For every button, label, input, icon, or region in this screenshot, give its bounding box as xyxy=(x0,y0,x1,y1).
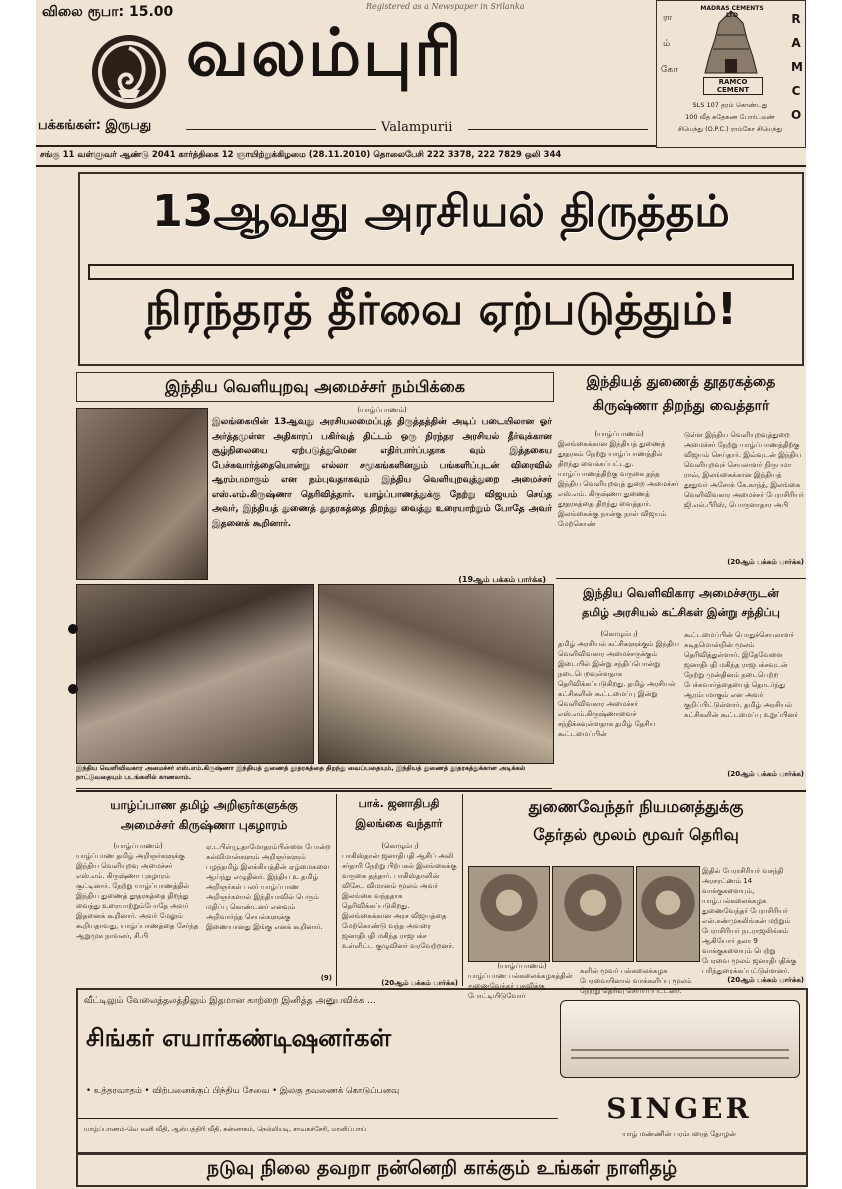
vc-right-text: இதில் பேராசிரியர் வசந்தி அரசரட்ணம் 14 வாக்குகளையும், யாழ்.பல்கலைக்கழக துணைவேந்தர் பேராசிரியர் என்.சண்முகலிங்கன் மற்றும் பேராசிரியர் நடராஜலிங்கம் ஆகியோர் தலா 9 வாக்குகளையும் பெற்று பேரவை மூலம் ஜனாதிபதிக்கு பரிந்துரைக்கப்பட்டுள்ளனர். xyxy=(702,867,797,975)
sponsor-line-1: SLS 107 தரம் கொண்டது xyxy=(692,101,768,109)
consulate-heading-2: கிருஷ்ணா திறந்து வைத்தார் xyxy=(592,398,770,414)
foundation-stone-photo xyxy=(318,584,554,764)
vc-column-3 xyxy=(702,866,804,985)
headline-line-2: நிரந்தரத் தீர்வை ஏற்படுத்தும்! xyxy=(145,284,737,335)
headline-box xyxy=(78,172,804,366)
sponsor-left-top: ரா xyxy=(663,13,673,23)
conch-logo-icon xyxy=(88,32,170,112)
pak-continued: (20ஆம் பக்கம் பார்க்க) xyxy=(381,979,458,987)
photo-caption: இந்திய வெளிவிவகார அமைச்சர் எஸ்.எம்.கிருஷ்ணா இந்தியத் துணைத் தூதரகத்தை திறந்து வைப்பதையும், இந்தியத் துணைத் தூதரகத்துக்கான அடிக்கல் நாட்டுவதையும் படங்களில் காணலாம். xyxy=(76,764,526,781)
ac-vent-line xyxy=(571,1049,789,1051)
candidate-portrait-2 xyxy=(552,866,634,962)
photo-caption-rule xyxy=(76,788,552,789)
registration-note: Registered as a Newspaper in Srilanka xyxy=(366,2,525,11)
newspaper-page xyxy=(36,0,806,1189)
ac-vent-line-2 xyxy=(571,1057,789,1059)
consulate-heading-1: இந்தியத் துணைத் தூதரகத்தை xyxy=(586,374,776,390)
talks-text-2: கூட்டமைப்பின் பொதுச்செயலாளர் கடிதமொன்றின் மூலம் தெரிவித்துள்ளார். இதேவேளை ஜனாதிபதி மகிந்த ராஜபக்சவுடன் நேற்று முன்தினம் நடைபெற்ற பேச்சுவார்த்தையைத் தொடர்ந்து ஆரம்பமாகும் என அவர் குறிப்பிட்டுள்ளார். தமிழ் அரசியல் கட்சிகளின் கூட்டமைப்பு உறுப்பினர் xyxy=(684,631,799,719)
consulate-rule xyxy=(556,578,806,579)
advert-title: சிங்கர் எயார்கண்டிஷனர்கள் xyxy=(86,1024,392,1052)
vc-heading-1: துணைவேந்தர் நியமனத்துக்கு xyxy=(528,797,744,816)
sponsor-line-3: சிமெந்து (O.P.C.) ராம்கோ சிமெந்து xyxy=(677,125,783,133)
punch-hole-bottom xyxy=(68,684,78,694)
vc-heading-2: தேர்தல் மூலம் மூவர் தெரிவு xyxy=(533,825,739,844)
sponsor-brand: RAMCO CEMENT xyxy=(703,77,763,95)
talks-heading-1: இந்திய வெளிவிகார அமைச்சருடன் xyxy=(583,586,779,600)
ribbon-cutting-photo xyxy=(76,584,314,764)
section-divider-rule xyxy=(76,790,806,792)
talks-continued: (20ஆம் பக்கம் பார்க்க) xyxy=(727,770,804,778)
advert-addresses: யாழ்ப்பாணம்-வெ லனி வீதி, ஆஸ்பத்திரி வீதி, கன்னாகம், நெல்லியடி, சாவகச்சேரி, மானிப்பாய் xyxy=(84,1125,367,1133)
page-count-label: பக்கங்கள்: இருபது xyxy=(38,118,152,133)
advert-features: • உத்தரவாதம் • விற்பனைக்குப் பிந்திய சேவை • இலகு தவணைக் கொடுப்பனவு xyxy=(86,1086,400,1096)
scholars-heading-2: அமைச்சர் கிருஷ்ணா புகழாரம் xyxy=(120,818,288,832)
vc-mid-text: களில் மூவர் பல்கலைக்கழக பேரவையினால் வாக்களிப்பு மூலம் நேற்று தெரிவு செய்யப்பட்டனர். xyxy=(580,967,692,995)
scholars-place: (யாழ்ப்பாணம்) xyxy=(113,842,163,850)
singer-advert xyxy=(76,988,808,1154)
consulate-text-1: இலங்கைக்கான இந்தியத் துணைத் தூதரகம் நேற்று யாழ்ப்பாணத்தில் திறந்து வைக்கப்பட்டது. யாழ்ப்பாணத்திற்கு வருகை தந்த இந்திய வெளியுறவுத் துறை அமைச்சர் எஸ்.எம். கிருஷ்ணா துணைத் தூதரகத்தை திறந்து வைத்தார். இலங்கைக்கு நான்கு நாள் விஜயம் மேற்கொண் xyxy=(558,440,679,528)
talks-column-2 xyxy=(684,630,804,779)
sponsor-left-mid: ம் xyxy=(663,39,671,49)
scholars-heading-1: யாழ்ப்பாண தமிழ் அறிஞர்களுக்கு xyxy=(110,798,298,812)
footer-slogan: நடுவு நிலை தவறா நன்னெறி காக்கும் உங்கள் நாளிதழ் xyxy=(206,1157,678,1179)
minister-photo xyxy=(76,408,208,580)
dateline-top-rule xyxy=(36,145,656,147)
masthead-rule-left xyxy=(186,129,376,130)
consulate-place: (யாழ்ப்பாணம்) xyxy=(594,430,644,438)
column-rule-2 xyxy=(462,794,463,986)
air-conditioner-image xyxy=(560,1000,800,1078)
pak-text: பாகிஸ்தான் ஜனாதிபதி ஆசிப் அலி சர்தாரி நேற்று பிற்பகல் இலங்கைக்கு வருகை தந்தார். பாகிஸ்தானின் விசேட விமானம் மூலம் அவர் இலங்கை வந்ததாக தெரிவிக்கப்படுகிறது. இலங்கைக்கான அரச விஜயத்தை மேற்கொண்டு வந்த அவரை ஜனாதிபதி மகிந்த ராஜபக்ச உள்ளிட்ட குழுவினர் வரவேற்றனர். xyxy=(342,852,457,950)
column-rule-1 xyxy=(336,794,337,986)
pak-column xyxy=(342,842,458,988)
scholars-column-1 xyxy=(76,842,200,981)
scholars-text-2: ஏ.டபிள்யூ.தாமோதரம்பிள்ளை போன்ற கல்விமான்களும் அறிஞர்களும் பழந்தமிழ் இலக்கியத்தின் ஏழ்மைகளை ஆய்ந்து எழுதினர். இந்திய உ தமிழ் அறிஞர்கள் பலர் யாழ்ப்பாண அறிஞர்களால் இந்தியாவில் பெரும் மதிப்பு கொண்டனர் எனவும் அறிவார்ந்த செயல்களுக்கு இணையானது இங்கு எனக் கூறினார். xyxy=(206,843,331,931)
punch-hole-top xyxy=(68,624,78,634)
advert-brand-tag: யாழ் மண்ணின் பரம்பரைத் தோழன் xyxy=(622,1130,736,1138)
sponsor-company: MADRAS CEMENTS LTD xyxy=(700,5,764,19)
consulate-continued: (20ஆம் பக்கம் பார்க்க) xyxy=(727,558,804,566)
advert-brand: SINGER xyxy=(606,1092,752,1125)
vc-column-1 xyxy=(468,962,576,1000)
consulate-column-2 xyxy=(684,430,804,567)
talks-place: (கொழும்பு) xyxy=(600,630,638,638)
lead-story-text: இலங்கையின் 13ஆவது அரசியலமைப்புத் திருத்தத்தின் அடிப் படையிலான ஓர் அர்த்தமுள்ள அதிகாரப் பகிர்வுத் திட்டம் ஒரு நிரந்தர அரசியல் தீர்வுக்கான சூழ்நிலையை ஏற்படுத்துமென எதிர்பார்ப்பதாக வும் இத்தகைய பேச்சுவார்த்தையொன்று எல்லா சமூகங்களினதும் பங்களிப்புடன் விரைவில் ஆரம்பமாகும் என நம்புவதாகவும் இந்திய வெளியுறவுத்துறை அமைச்சர் எஸ்.எம்.கிருஷ்ணா தெரிவித்தார். யாழ்ப்பாணத்துக்கு நேற்று விஜயம் செய்த அவர், இந்தியத் துணைத் தூதரகத்தை திறந்து வைத்து உரையாற்றும் போதே அவர் இதனைக் கூறினார். xyxy=(212,417,552,529)
masthead-english-name: Valampurii xyxy=(381,120,453,135)
ramco-sponsor-box xyxy=(656,0,806,148)
price-label: விலை ரூபா: 15.00 xyxy=(42,4,174,20)
lead-story-continued: (19ஆம் பக்கம் பார்க்க) xyxy=(458,575,546,584)
vc-photo-text: யாழ்ப்பாண பல்கலைக்கழகத்தின் துணைவேந்தர் பதவிக்கு போட்டியிடுவோர் xyxy=(468,972,573,1000)
ramco-vertical-letters: RAMCO xyxy=(791,12,803,122)
footer-slogan-box xyxy=(76,1153,808,1187)
candidate-portrait-3 xyxy=(636,866,700,962)
advert-address-bar xyxy=(78,1118,558,1141)
consulate-column-1 xyxy=(558,430,680,567)
pak-place: (கொழும்பு) xyxy=(381,842,419,850)
talks-text-1: தமிழ் அரசியல் கட்சிகளுக்கும் இந்திய வெளிவிவகார அமைச்சருக்கும் இடையில் இன்று சந்திப்பொன்று நடைபெறவுள்ளதாக தெரிவிக்கப்படுகிறது. தமிழ் அரசியல் கட்சிகளின் கூட்டமைப்பு இன்று வெளிவிவகார அமைச்சர் எஸ்.எம்.கிருஷ்ணாவைச் சந்திக்கவுள்ளதாக தமிழ் தேசிய கூட்டமைப்பின் xyxy=(558,640,679,738)
vc-place: (யாழ்ப்பாணம்) xyxy=(497,962,547,970)
lead-story-place: (யாழ்ப்பாணம்) xyxy=(357,406,407,414)
candidate-portrait-1 xyxy=(468,866,550,962)
masthead-title: வலம்புரி xyxy=(186,14,464,91)
scholars-column-2 xyxy=(206,842,332,982)
masthead-rule-right xyxy=(468,129,648,130)
pak-heading-1: பாக். ஜனாதிபதி xyxy=(358,797,440,810)
lead-story-heading-box xyxy=(76,372,554,402)
scholars-continued: (9) xyxy=(320,974,332,982)
headline-line-1: 13ஆவது அரசியல் திருத்தம் xyxy=(152,186,730,237)
lead-story-body xyxy=(212,406,552,585)
headline-divider-bar xyxy=(88,264,794,280)
sponsor-left-bot: கோ xyxy=(661,65,678,75)
dateline: சங்கு 11 வள்ளுவர் ஆண்டு 2041 கார்த்திகை 12 ஞாயிற்றுக்கிழமை (28.11.2010) தொலைபேசி 222 3378, 222 7829 ஒலி 344 xyxy=(40,150,562,160)
lead-story-heading: இந்திய வெளியுறவு அமைச்சர் நம்பிக்கை xyxy=(165,377,465,396)
dateline-bottom-rule xyxy=(36,165,806,167)
talks-heading-2: தமிழ் அரசியல் கட்சிகள் இன்று சந்திப்பு xyxy=(582,606,780,619)
advert-tagline: வீட்டிலும் வேலைத்தலத்திலும் இதமான காற்றை இனித்த அனுபவிக்க ... xyxy=(84,996,376,1006)
scholars-text-1: யாழ்ப்பாண தமிழ் அறிஞர்களுக்கு இந்திய வெளியுறவு அமைச்சர் எஸ்.எம். கிருஷ்ணா புகழாரம் சூட்டினார். நேற்று யாழ்ப்பாணத்தில் இந்திய துணைத் தூதரகத்தை திறந்து வைத்து உரையாற்றும்போதே அவர் இதனைக் கூறினார். அவர் மேலும் கூறியதாவது, யாழ்ப்பாணத்தை சேர்ந்த ஆறுமுக நாவலர், சி.பி xyxy=(76,852,199,940)
vc-continued: (20ஆம் பக்கம் பார்க்க) xyxy=(727,976,804,984)
pak-heading-2: இலங்கை வந்தார் xyxy=(355,817,443,830)
consulate-text-2: டுள்ள இந்திய வெளியுறவுத்துறை அமைச்சர் நேற்று யாழ்ப்பாணத்திற்கு விஜயம் செய்தார். இவ்வுடன் இந்திய வெளியுறவுச் செயலாளர் நிருபமா ராவ், இலங்கைக்கான இந்தியத் தூதுவர் அசோக் கே.காந்த், இலங்கை வெளிவிவகார அமைச்சர் பேராசிரியர் ஜி.எல்.பீரிஸ், பொருளாதார அபி xyxy=(684,431,804,509)
talks-column-1 xyxy=(558,630,680,789)
sponsor-line-2: 100 வீத சுதேசுண போர்ட்லண் xyxy=(685,113,775,121)
